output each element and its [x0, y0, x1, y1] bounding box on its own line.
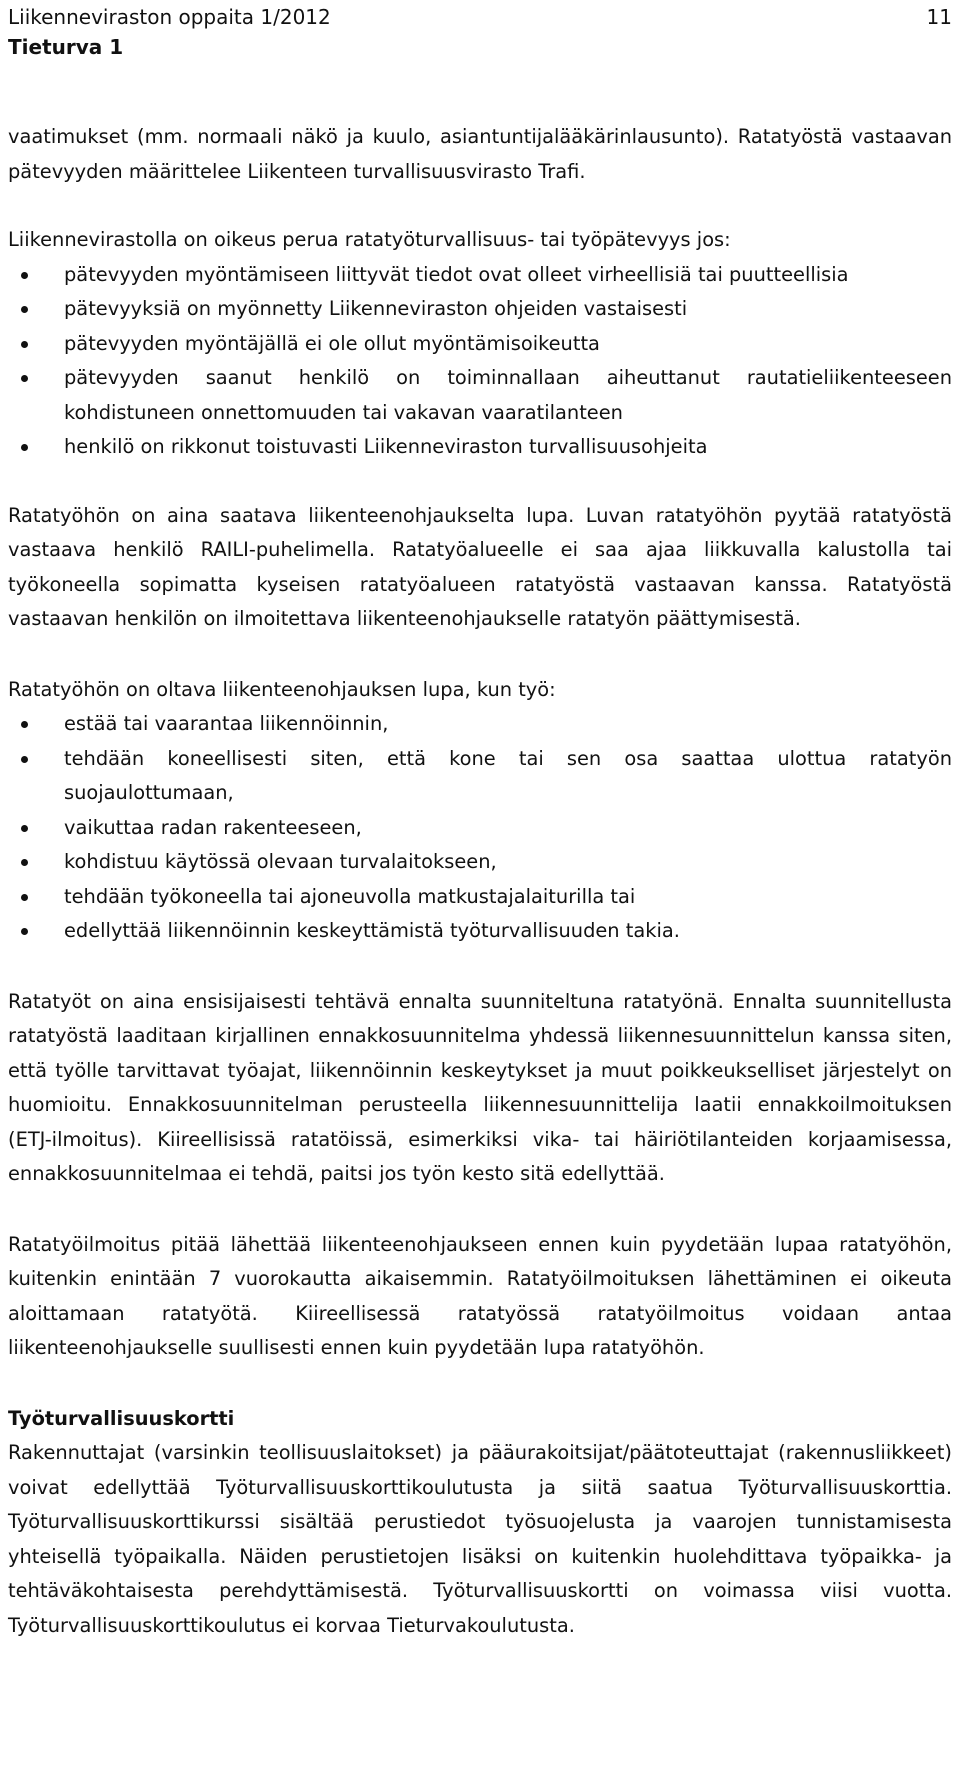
list-item: pätevyyden myöntämiseen liittyvät tiedot ovat olleet virheellisiä tai puutteellisia: [8, 258, 952, 293]
revoke-intro: Liikennevirastolla on oikeus perua ratatyöturvallisuus- tai työpätevyys jos:: [8, 228, 731, 251]
list-item: pätevyyden myöntäjällä ei ole ollut myöntämisoikeutta: [8, 327, 952, 362]
card-paragraph: Rakennuttajat (varsinkin teollisuuslaitokset) ja pääurakoitsijat/päätoteuttajat (rakennusliikkeet) voivat edellyttää Työturvallisuuskorttikoulutusta ja siitä saatua Työturvallisuuskorttia. Työturvallisuuskorttikurssi sisältää perustiedot työsuojelusta ja vaarojen tunnistamisesta yhteisellä työpaikalla. Näiden perustietojen lisäksi on kuitenkin huolehdittava työpaikka- ja tehtäväkohtaisesta perehdyttämisestä. Työturvallisuuskortti on voimassa viisi vuotta. Työturvallisuuskorttikoulutus ei korvaa Tieturvakoulutusta.: [8, 1441, 952, 1637]
notification-paragraph: Ratatyöilmoitus pitää lähettää liikenteenohjaukseen ennen kuin pyydetään lupaa ratatyöhön, kuitenkin enintään 7 vuorokautta aikaisemmin. Ratatyöilmoituksen lähettäminen ei oikeuta aloittamaan ratatyötä. Kiireellisessä ratatyössä ratatyöilmoitus voidaan antaa liikenteenohjaukselle suullisesti ennen kuin pyydetään lupa ratatyöhön.: [8, 1232, 952, 1359]
bullet-icon: [21, 306, 28, 313]
page-number: 11: [926, 5, 952, 29]
planning-paragraph: Ratatyöt on aina ensisijaisesti tehtävä ennalta suunniteltuna ratatyönä. Ennalta suunnitellusta ratatyöstä laaditaan kirjallinen ennakkosuunnitelma yhdessä liikennesuunnittelun kanssa siten, että työlle tarvittavat työajat, liikennöinnin keskeytykset ja muut poikkeukselliset järjestelyt on huomioitu. Ennakkosuunnitelman perusteella liikennesuunnittelija laatii ennakkoilmoituksen (ETJ-ilmoitus). Kiireellisissä ratatöissä, esimerkiksi vika- tai häiriötilanteiden korjaamisessa, ennakkosuunnitelmaa ei tehdä, paitsi jos työn kesto sitä edellyttää.: [8, 989, 952, 1185]
conditions-list: [8, 707, 952, 949]
list-item: kohdistuu käytössä olevaan turvalaitokseen,: [8, 845, 952, 880]
list-item: estää tai vaarantaa liikennöinnin,: [8, 707, 952, 742]
page-header: [8, 2, 952, 62]
series-title: Tieturva 1: [8, 35, 124, 59]
list-item: pätevyyksiä on myönnetty Liikenneviraston ohjeiden vastaisesti: [8, 292, 952, 327]
bullet-icon: [21, 756, 28, 763]
intro-paragraph: vaatimukset (mm. normaali näkö ja kuulo, asiantuntijalääkärinlausunto). Ratatyöstä vastaavan pätevyyden määrittelee Liikenteen turvallisuusvirasto Trafi.: [8, 125, 952, 183]
list-item: pätevyyden saanut henkilö on toiminnallaan aiheuttanut rautatieliikenteeseen kohdistuneen onnettomuuden tai vakavan vaaratilanteen: [8, 361, 952, 430]
bullet-icon: [21, 928, 28, 935]
list-item: vaikuttaa radan rakenteeseen,: [8, 811, 952, 846]
permit-paragraph: Ratatyöhön on aina saatava liikenteenohjaukselta lupa. Luvan ratatyöhön pyytää ratatyöstä vastaava henkilö RAILI-puhelimella. Ratatyöalueelle ei saa ajaa liikkuvalla kalustolla tai työkoneella sopimatta kyseisen ratatyöalueen ratatyöstä vastaavan kanssa. Ratatyöstä vastaavan henkilön on ilmoitettava liikenteenohjaukselle ratatyön päättymisestä.: [8, 503, 952, 630]
page-content: [8, 120, 952, 1643]
bullet-icon: [21, 375, 28, 382]
bullet-icon: [21, 341, 28, 348]
conditions-intro: Ratatyöhön on oltava liikenteenohjauksen lupa, kun työ:: [8, 677, 556, 701]
list-item: tehdään koneellisesti siten, että kone tai sen osa saattaa ulottua ratatyön suojaulottumaan,: [8, 742, 952, 811]
bullet-icon: [21, 894, 28, 901]
bullet-icon: [21, 721, 28, 728]
bullet-icon: [21, 272, 28, 279]
publication-title: Liikenneviraston oppaita 1/2012: [8, 5, 331, 29]
bullet-icon: [21, 859, 28, 866]
list-item: edellyttää liikennöinnin keskeyttämistä työturvallisuuden takia.: [8, 914, 952, 949]
section-heading: Työturvallisuuskortti: [8, 1406, 235, 1430]
list-item: tehdään työkoneella tai ajoneuvolla matkustajalaiturilla tai: [8, 880, 952, 915]
revoke-list: [8, 258, 952, 465]
list-item: henkilö on rikkonut toistuvasti Liikenneviraston turvallisuusohjeita: [8, 430, 952, 465]
bullet-icon: [21, 444, 28, 451]
bullet-icon: [21, 825, 28, 832]
